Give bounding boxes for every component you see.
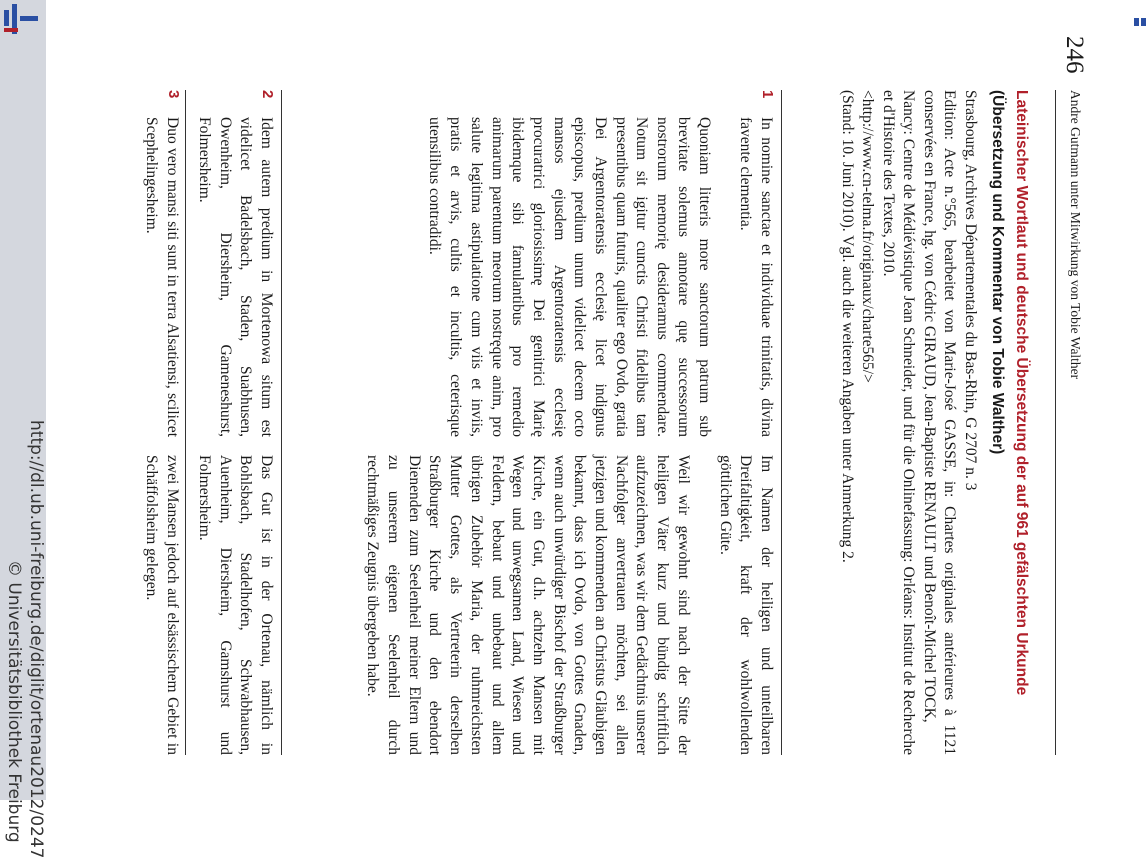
latin-text (424, 117, 776, 437)
section-rule (781, 90, 782, 755)
german-text (141, 455, 182, 755)
german-paragraph: zwei Mansen jedoch auf elsässischem Gebiet in Schäffolsheim gelegen. (143, 455, 181, 755)
german-paragraph: Weil wir gewohnt sind nach der Sitte der heiligen Väter kurz und bündig schriftlich aufzuzeichnen, was wir dem Gedächtnis unserer Nachfolger anvertrauen möchten, sei allen jetzigen und kommenden an Christus Gläubigen bekannt, dass ich Ovdo, von Gottes Gnaden, wenn auch unwürdiger Bischof der Straßburger Kirche, ein Gut, d.h. achtzehn Mansen mit Wegen und unwegsamen Land, Wiesen und Feldern, bebaut und unbebaut und allem übrigen Zubehör Maria, der ruhmreichsten Mutter Gottes, als Vertreterin derselben Straßburger Kirche und den ebendort Dienenden zum Seelenheil meiner Eltern und zu unserem eigenen Seelenheil durch rechtmäßiges Zeugnis übergeben habe. (364, 455, 692, 755)
german-paragraph: Im Namen der heiligen und unteilbaren Dreifaltigkeit, kraft der wohlwollenden göttlichen Güte. (716, 455, 775, 755)
meta-line: Strasbourg, Archives Départementales du Bas-Rhin, G 2707 n. 3 (962, 90, 979, 491)
section-title: Lateinischer Wortlaut und deutsche Übersetzung der auf 961 gefälschten Urkunde (1013, 90, 1030, 696)
source-metadata (837, 90, 981, 755)
section-rule (185, 90, 186, 755)
section-number: 3 (165, 90, 182, 99)
german-text (193, 455, 276, 755)
page-number: 246 (1061, 36, 1088, 74)
latin-paragraph: Duo vero mansi siti sunt in terra Alsatiensi, scilicet Scephelingesheim. (143, 117, 181, 437)
section-rule (281, 90, 282, 755)
section-number: 2 (259, 90, 276, 99)
german-paragraph: Das Gut ist in der Ortenau, nämlich in Bohlsbach, Stadelhofen, Schwabhausen, Auenheim, Diersheim, Gamshurst und Folmersheim. (195, 455, 275, 755)
viewer-sidebar (0, 0, 46, 858)
latin-paragraph: In nomine sanctae et individuae trinitatis, divina favente clementia. (737, 117, 775, 437)
meta-line: <http://www.cn-telma.fr/originaux/charte565/> (859, 90, 877, 383)
section-subtitle: (Übersetzung und Kommentar von Tobie Walther) (989, 90, 1006, 455)
meta-line: (Stand: 10. Juni 2010). Vgl. auch die weiteren Angaben unter Anmerkung 2. (839, 90, 856, 563)
page-url-link[interactable]: http://dl.ub.uni-freiburg.de/diglit/ortenau2012/0247 (26, 420, 46, 858)
running-header: Andre Gutmann unter Mitwirkung von Tobie Walther (1068, 90, 1083, 380)
meta-line: Nancy: Centre de Médiévistique Jean Schneider, und für die Onlinefassung: Orléans: Institut de Recherche et d'Histoire des Textes, 2010. (880, 90, 918, 755)
latin-text (193, 117, 276, 437)
viewer-footer (0, 0, 46, 858)
meta-line: Edition: Acte n.°565, bearbeitet von Marie-José GASSE, in: Chartes originales antérieures à 1121 conservées en France, hg. von Cédric GIRAUD, Jean-Baptiste RENAULT und Benoît-Michel TOCK, (921, 90, 959, 755)
document-page (46, 0, 1148, 800)
latin-text (141, 117, 182, 437)
section-number: 1 (759, 90, 776, 99)
latin-paragraph: Idem autem predium in Mortenowa situm est videlicet Badelsbach, Staden, Suabhusen, Owenheim, Diersheim, Gameneshurst, Folmersheim. (195, 117, 275, 437)
latin-paragraph: Quoniam litteris more sanctorum patrum sub brevitate solemus annotare quę successorum nostrorum memorię desideramus commendare. Notum sit igitur cunctis Christi fidelibus tam presentibus quam futuris, qualiter ego Ovdo, gratia Dei Argentoratensis ecclesię licet indignus episcopus, predium unum videlicet decem octo mansos ejusdem Argentoratensis ecclesię procuratrici gloriosissimę Dei genitrici Marię ibidemque sibi famulantibus pro remedio animarum parentum meorum nostręque anim, pro salute legitima astipulatione cum viis et inviis, pratis et arvis, cultis et incultis, ceterisque utensilibus contradidi. (426, 117, 713, 437)
header-rule (1055, 90, 1056, 755)
german-text (362, 455, 776, 755)
copyright-note: © Universitätsbibliothek Freiburg (4, 560, 24, 843)
